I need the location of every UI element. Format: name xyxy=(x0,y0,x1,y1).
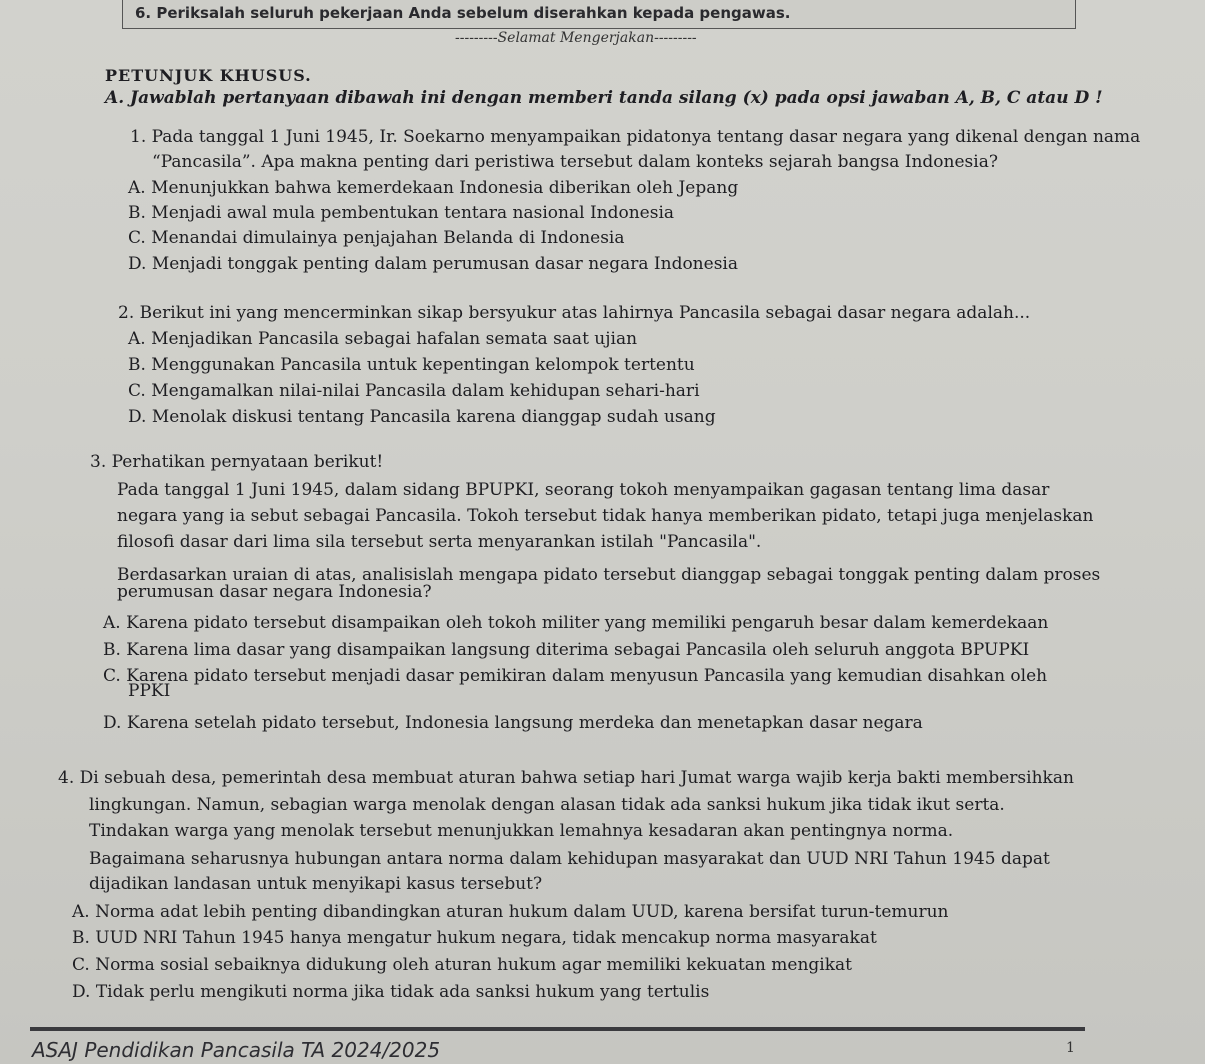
question-3-option-d: D. Karena setelah pidato tersebut, Indonesia langsung merdeka dan menetapkan dasar negara xyxy=(103,713,923,733)
question-2-option-b: B. Menggunakan Pancasila untuk kepentingan kelompok tertentu xyxy=(128,355,695,375)
question-1-option-c: C. Menandai dimulainya penjajahan Belanda di Indonesia xyxy=(128,228,625,248)
question-2-option-a: A. Menjadikan Pancasila sebagai hafalan semata saat ujian xyxy=(128,329,638,349)
rule-6: 6. Periksalah seluruh pekerjaan Anda sebelum diserahkan kepada pengawas. xyxy=(135,4,791,22)
footer-divider xyxy=(30,1027,1085,1031)
section-title: PETUNJUK KHUSUS. xyxy=(105,66,312,85)
question-3-option-c: C. Karena pidato tersebut menjadi dasar pemikiran dalam menyusun Pancasila yang kemudian disahkan oleh xyxy=(103,666,1048,686)
footer-course-label: ASAJ Pendidikan Pancasila TA 2024/2025 xyxy=(32,1038,441,1062)
question-4-option-c: C. Norma sosial sebaiknya didukung oleh aturan hukum agar memiliki kekuatan mengikat xyxy=(72,955,852,975)
question-3-line-1: 3. Perhatikan pernyataan berikut! xyxy=(90,452,384,472)
question-1-option-d: D. Menjadi tonggak penting dalam perumusan dasar negara Indonesia xyxy=(128,254,738,274)
question-4-line-5: dijadikan landasan untuk menyikapi kasus tersebut? xyxy=(89,874,543,894)
question-4-option-d: D. Tidak perlu mengikuti norma jika tidak ada sanksi hukum yang tertulis xyxy=(72,982,710,1002)
question-1-line-2: “Pancasila”. Apa makna penting dari peristiwa tersebut dalam konteks sejarah bangsa Indonesia? xyxy=(152,152,998,172)
question-4-line-1: 4. Di sebuah desa, pemerintah desa membuat aturan bahwa setiap hari Jumat warga wajib kerja bakti membersihkan xyxy=(58,768,1074,788)
question-3-line-2: Pada tanggal 1 Juni 1945, dalam sidang BPUPKI, seorang tokoh menyampaikan gagasan tentang lima dasar xyxy=(117,480,1050,500)
section-instruction: A. Jawablah pertanyaan dibawah ini dengan memberi tanda silang (x) pada opsi jawaban A, B, C atau D ! xyxy=(105,88,1103,108)
question-2-line-1: 2. Berikut ini yang mencerminkan sikap bersyukur atas lahirnya Pancasila sebagai dasar negara adalah... xyxy=(118,303,1031,323)
question-3-line-6: perumusan dasar negara Indonesia? xyxy=(117,582,432,602)
question-4-line-4: Bagaimana seharusnya hubungan antara norma dalam kehidupan masyarakat dan UUD NRI Tahun 1945 dapat xyxy=(89,849,1050,869)
question-4-line-2: lingkungan. Namun, sebagian warga menolak dengan alasan tidak ada sanksi hukum jika tidak ikut serta. xyxy=(89,795,1005,815)
question-3-line-3: negara yang ia sebut sebagai Pancasila. Tokoh tersebut tidak hanya memberikan pidato, tetapi juga menjelaskan xyxy=(117,506,1094,526)
question-2-option-c: C. Mengamalkan nilai-nilai Pancasila dalam kehidupan sehari-hari xyxy=(128,381,700,401)
question-4-option-b: B. UUD NRI Tahun 1945 hanya mengatur hukum negara, tidak mencakup norma masyarakat xyxy=(72,928,877,948)
question-3-option-b: B. Karena lima dasar yang disampaikan langsung diterima sebagai Pancasila oleh seluruh anggota BPUPKI xyxy=(103,640,1030,660)
question-1-option-a: A. Menunjukkan bahwa kemerdekaan Indonesia diberikan oleh Jepang xyxy=(128,178,739,198)
closing-note: ---------Selamat Mengerjakan--------- xyxy=(455,30,697,46)
question-4-option-a: A. Norma adat lebih penting dibandingkan aturan hukum dalam UUD, karena bersifat turun-temurun xyxy=(72,902,949,922)
question-3-line-5: Berdasarkan uraian di atas, analisislah mengapa pidato tersebut dianggap sebagai tonggak penting dalam proses xyxy=(117,565,1101,585)
question-4-line-3: Tindakan warga yang menolak tersebut menunjukkan lemahnya kesadaran akan pentingnya norma. xyxy=(89,821,954,841)
question-1-option-b: B. Menjadi awal mula pembentukan tentara nasional Indonesia xyxy=(128,203,675,223)
page-number: 1 xyxy=(1066,1040,1075,1056)
question-1-line-1: 1. Pada tanggal 1 Juni 1945, Ir. Soekarno menyampaikan pidatonya tentang dasar negara yang dikenal dengan nama xyxy=(130,127,1141,147)
question-3-option-a: A. Karena pidato tersebut disampaikan oleh tokoh militer yang memiliki pengaruh besar dalam kemerdekaan xyxy=(103,613,1049,633)
question-3-option-c-cont: PPKI xyxy=(128,681,171,701)
question-3-line-4: filosofi dasar dari lima sila tersebut serta menyarankan istilah "Pancasila". xyxy=(117,532,762,552)
question-2-option-d: D. Menolak diskusi tentang Pancasila karena dianggap sudah usang xyxy=(128,407,716,427)
